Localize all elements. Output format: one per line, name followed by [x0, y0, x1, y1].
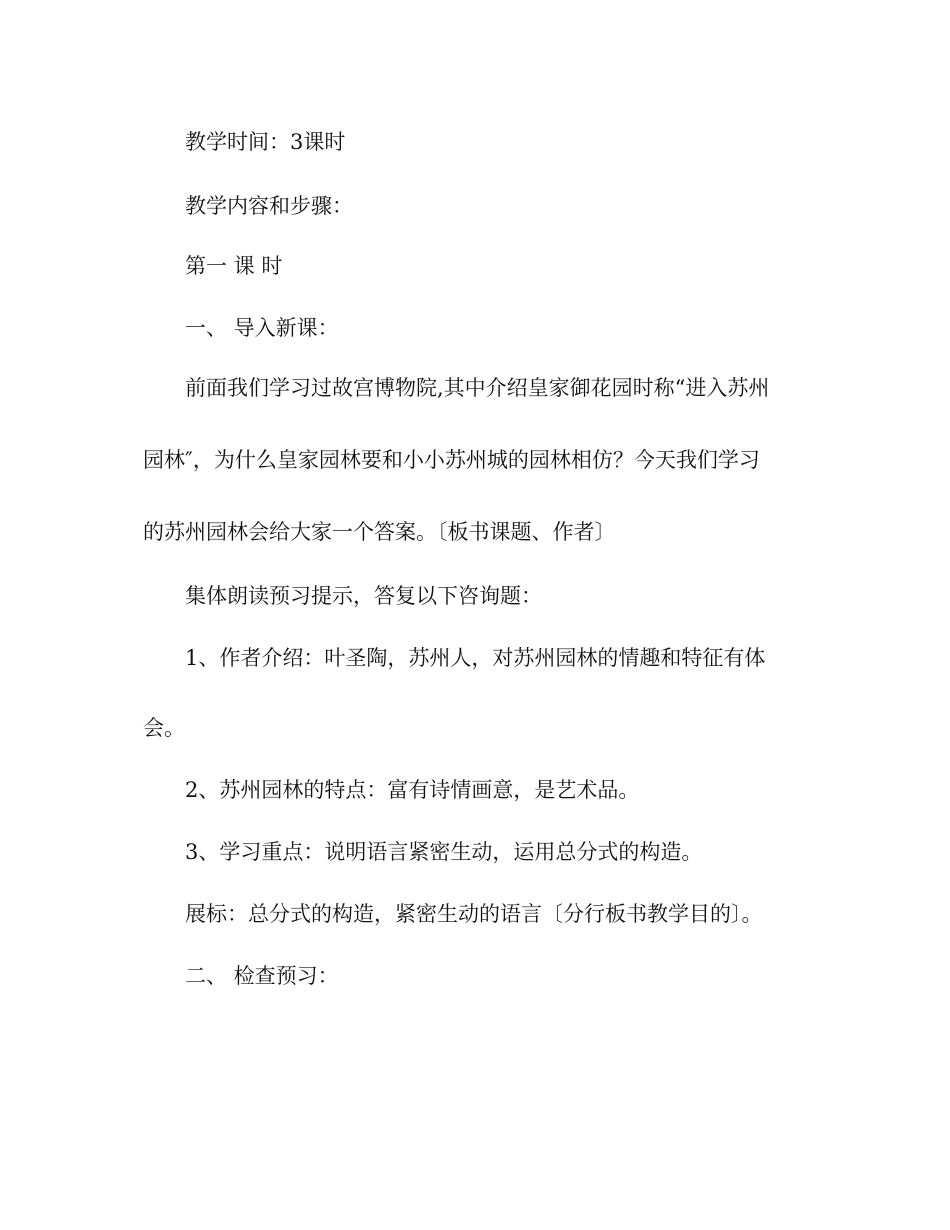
reading-instruction-line: 集体朗读预习提示，答复以下咨询题：	[185, 584, 542, 608]
item-1-line-2: 会。	[143, 716, 185, 740]
objectives-line: 展标：总分式的构造，紧密生动的语言〔分行板书教学目的〕。	[185, 902, 763, 926]
intro-paragraph-line-3: 的苏州园林会给大家一个答案。〔板书课题、作者〕	[143, 520, 616, 544]
item-3-line: 3、学习重点：说明语言紧密生动，运用总分式的构造。	[185, 840, 703, 864]
section-two-heading: 二、 检查预习：	[185, 964, 339, 988]
intro-paragraph-line-2: 园林″，为什么皇家园林要和小小苏州城的园林相仿？今天我们学习	[143, 448, 760, 472]
teaching-content-heading: 教学内容和步骤：	[185, 194, 353, 218]
teaching-time-line: 教学时间：3课时	[185, 130, 346, 154]
intro-paragraph-line-1: 前面我们学习过故宫博物院,其中介绍皇家御花园时称“进入苏州	[185, 376, 770, 400]
item-2-line: 2、苏州园林的特点：富有诗情画意，是艺术品。	[185, 778, 640, 802]
section-one-heading: 一、 导入新课：	[185, 316, 339, 340]
first-lesson-heading: 第一 课 时	[185, 254, 283, 278]
item-1-line-1: 1、作者介绍：叶圣陶，苏州人，对苏州园林的情趣和特征有体	[185, 646, 766, 670]
